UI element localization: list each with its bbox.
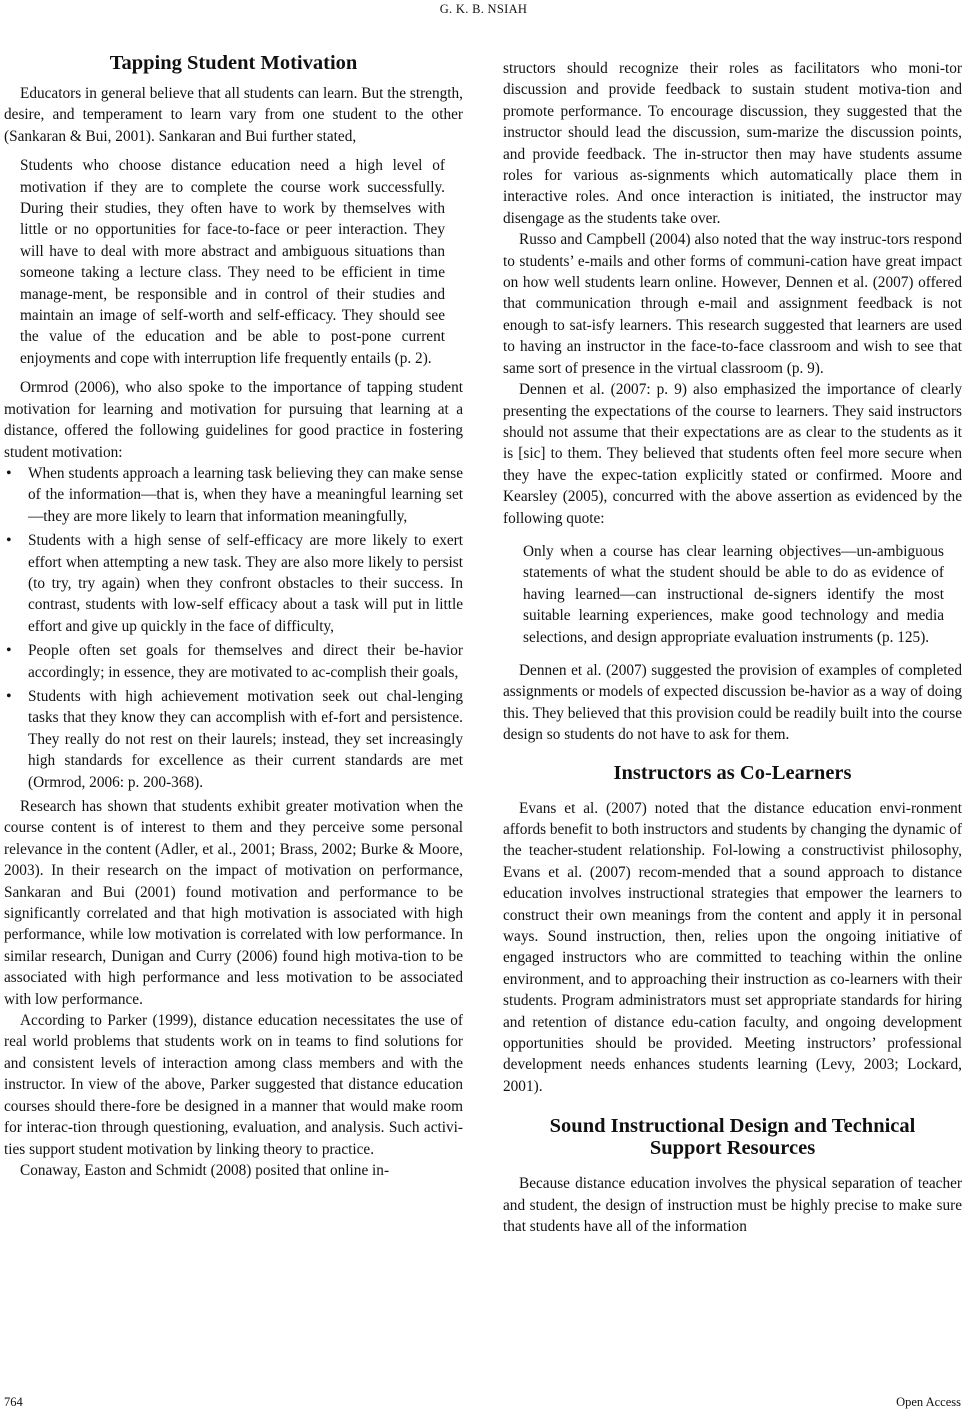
right-column [503,58,962,1238]
left-column [4,50,463,1181]
journal-access-label: Open Access [896,1395,961,1409]
section-title-line: Support Resources [649,1137,816,1160]
block-quote: Students who choose distance education need a high level of motivation if they are to complete the course work successfully. During their studies, they often have to work by themselves with little or no opportunities for face-to-face or peer interaction. They will have to deal with more abstract and ambiguous situations than someone taking a lecture class. They need to be efficient in time manage-ment, be responsible and in control of their studies and maintain an image of self-worth and self-efficacy. They should see the value of the education and be able to post-pone current enjoyments and cope with interruption life frequently entails (p. 2). [20,157,445,367]
page-number: 764 [4,1395,23,1409]
list-item: • Students with a high sense of self-efficacy are more likely to exert effort when attempting a new task. They are also more likely to persist (to try, try again) when they confront obstacles to their success. In contrast, students with low-self efficacy about a task will put in little effort and give up quickly in the face of difficulty, [4,530,463,637]
guidelines-list [4,463,463,793]
list-item: • Students with high achievement motivation seek out chal-lenging tasks that they know they can accomplish with ef-fort and persistence. They really do not rest on their laurels; instead, they set increasingly high standards for excellence as their current standards are met (Ormrod, 2006: p. 200-368). [4,686,463,793]
list-item: • When students approach a learning task believing they can make sense of the information—that is, when they have a meaningful learning set—they are more likely to learn that information meaningfully, [4,463,463,527]
section-title-line: Sound Instructional Design and Technical [549,1115,916,1138]
section-title-tapping-student-motivation: Tapping Student Motivation [109,52,358,74]
paragraph: Conaway, Easton and Schmidt (2008) posited that online in- [20,1161,390,1179]
paragraph: According to Parker (1999), distance education necessitates the use of real world problems that students work on in teams to find solutions for and consistent levels of interaction among class members and with the instructor. In view of the above, Parker suggested that distance education courses should there-fore be designed in a manner that would make room for interac-tion through questioning, evaluation, and analysis. Such activi-ties support student motivation by linking theory to practice. [4,1012,463,1158]
paragraph: Because distance education involves the physical separation of teacher and student, the design of instruction must be highly precise to make sure that students have all of the information [503,1175,962,1236]
block-quote: Only when a course has clear learning objectives—un-ambiguous statements of what the student should be able to do as evidence of having learned—can instructional de-signers identify the most suitable learning experiences, make good technology and media selections, and design appropriate evaluation instruments (p. 125). [523,542,944,646]
paragraph: Research has shown that students exhibit greater motivation when the course content is of interest to them and they perceive some personal relevance in the content (Adler, et al., 2001; Brass, 2002; Burke & Moore, 2003). In their research on the impact of motivation on performance, Sankaran and Bui (2001) found motivation and performance to be significantly correlated and that high motivation is associated with high performance, while low motivation is correlated with low performance. In similar research, Dunigan and Curry (2006) found high motiva-tion to be associated with high performance and less motivation to be associated with low performance. [4,798,463,1008]
running-head: G. K. B. NSIAH [439,2,528,16]
list-item: • People often set goals for themselves and direct their be-havior accordingly; in essence, they are motivated to ac-complish their goals, [4,640,463,683]
paragraph: Russo and Campbell (2004) also noted that the way instruc-tors respond to students’ e-mails and other forms of communi-cation have great impact on how well students learn online. However, Dennen et al. (2007) offered that communication through e-mail and assignment feedback is not enough to sat-isfy learners. This research suggested that learners are used to having an instructor in the face-to-face classroom and wish to see that same sort of presence in the virtual classroom (p. 9). [503,231,962,377]
section-title-sound-instructional-design [503,1115,962,1159]
paragraph: Dennen et al. (2007: p. 9) also emphasized the importance of clearly presenting the expectations of the course to learners. They said instructors should not assume that their expectations are as clear to the students as it is [sic] to them. They believed that students often feel more secure when they have the expec-tation explicitly stated or confirmed. Moore and Kearsley (2005), concurred with the above assertion as evidenced by the following quote: [503,381,962,527]
paragraph: Ormrod (2006), who also spoke to the importance of tapping student motivation for learning and motivation for pursuing that learning at a distance, offered the following guidelines for good practice in fostering student motivation: [4,379,463,461]
paragraph: Dennen et al. (2007) suggested the provision of examples of completed assignments or models of expected discussion be-havior as a way of doing this. They believed that this provision could be readily built into the course design so students do not have to ask for them. [503,661,962,744]
section-title-instructors-as-co-learners: Instructors as Co-Learners [613,761,852,784]
paragraph: Evans et al. (2007) noted that the distance education envi-ronment affords benefit to both instructors and students by changing the dynamic of the teacher-student relationship. Fol-lowing a constructivist philosophy, Evans et al. (2007) recom-mended that a sound approach to distance education involves instructional strategies that empower the learners to construct their own meanings from the content and apply it in personal ways. Sound instruction, then, relies upon the ongoing initiative of engaged instructors who are committed to teaching within the online environment, and to approaching their instruction as co-learners with their students. Program administrators must set appropriate standards for hiring and retention of distance edu-cation faculty, and ongoing development opportunities should be provided. Meeting instructors’ professional development needs enhances students learning (Levy, 2003; Lockard, 2001). [503,799,962,1095]
paragraph: structors should recognize their roles as facilitators who moni-tor discussion and provide feedback to sustain student motiva-tion and promote performance. To encourage discussion, they suggested that the instructor should lead the discussion, sum-marize the discussion points, and provide feedback. The in-structor then may have students assume roles for various as-signments which automatically place them in interactive roles. And once interaction is initiated, the instructor may disengage as the students take over. [503,60,962,227]
paragraph: Educators in general believe that all students can learn. But the strength, desire, and temperament to learn vary from one student to the other (Sankaran & Bui, 2001). Sankaran and Bui further stated, [4,85,463,145]
